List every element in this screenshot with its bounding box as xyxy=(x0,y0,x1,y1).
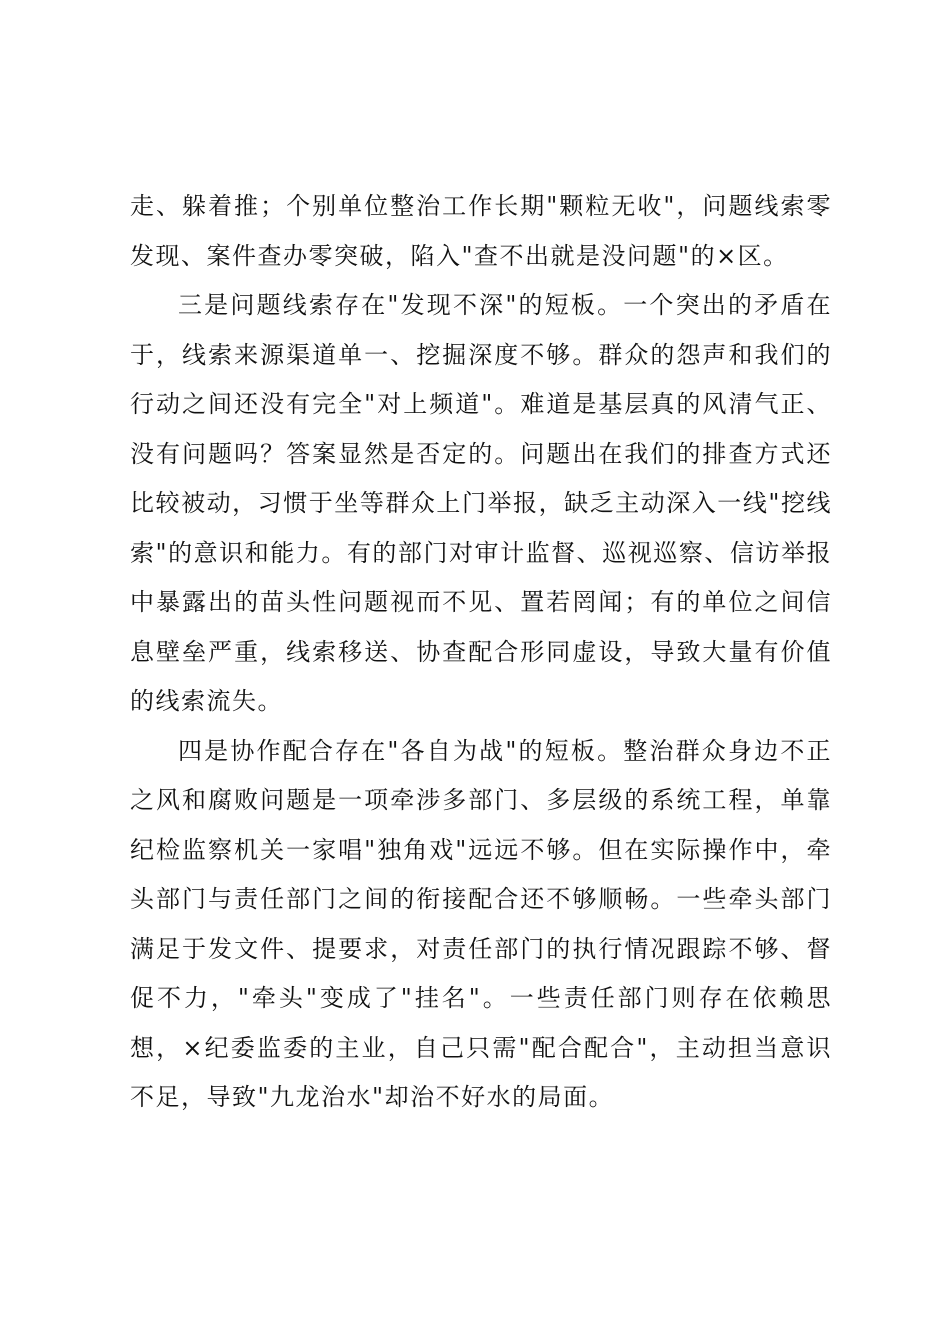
paragraph-continuation: 走、躲着推；个别单位整治工作长期"颗粒无收"，问题线索零发现、案件查办零突破，陷入"查不出就是没问题"的×区。 xyxy=(130,192,832,270)
paragraph-problem-clues: 三是问题线索存在"发现不深"的短板。一个突出的矛盾在于，线索来源渠道单一、挖掘深度不够。群众的怨声和我们的行动之间还没有完全"对上频道"。难道是基层真的风清气正、没有问题吗？答案显然是否定的。问题出在我们的排查方式还比较被动，习惯于坐等群众上门举报，缺乏主动深入一线"挖线索"的意识和能力。有的部门对审计监督、巡视巡察、信访举报中暴露出的苗头性问题视而不见、置若罔闻；有的单位之间信息壁垒严重，线索移送、协查配合形同虚设，导致大量有价值的线索流失。 xyxy=(130,291,832,715)
paragraph-coordination: 四是协作配合存在"各自为战"的短板。整治群众身边不正之风和腐败问题是一项牵涉多部门、多层级的系统工程，单靠纪检监察机关一家唱"独角戏"远远不够。但在实际操作中，牵头部门与责任部门之间的衔接配合还不够顺畅。一些牵头部门满足于发文件、提要求，对责任部门的执行情况跟踪不够、督促不力，"牵头"变成了"挂名"。一些责任部门则存在依赖思想，×纪委监委的主业，自己只需"配合配合"，主动担当意识不足，导致"九龙治水"却治不好水的局面。 xyxy=(130,736,832,1111)
document-body xyxy=(130,182,832,1123)
